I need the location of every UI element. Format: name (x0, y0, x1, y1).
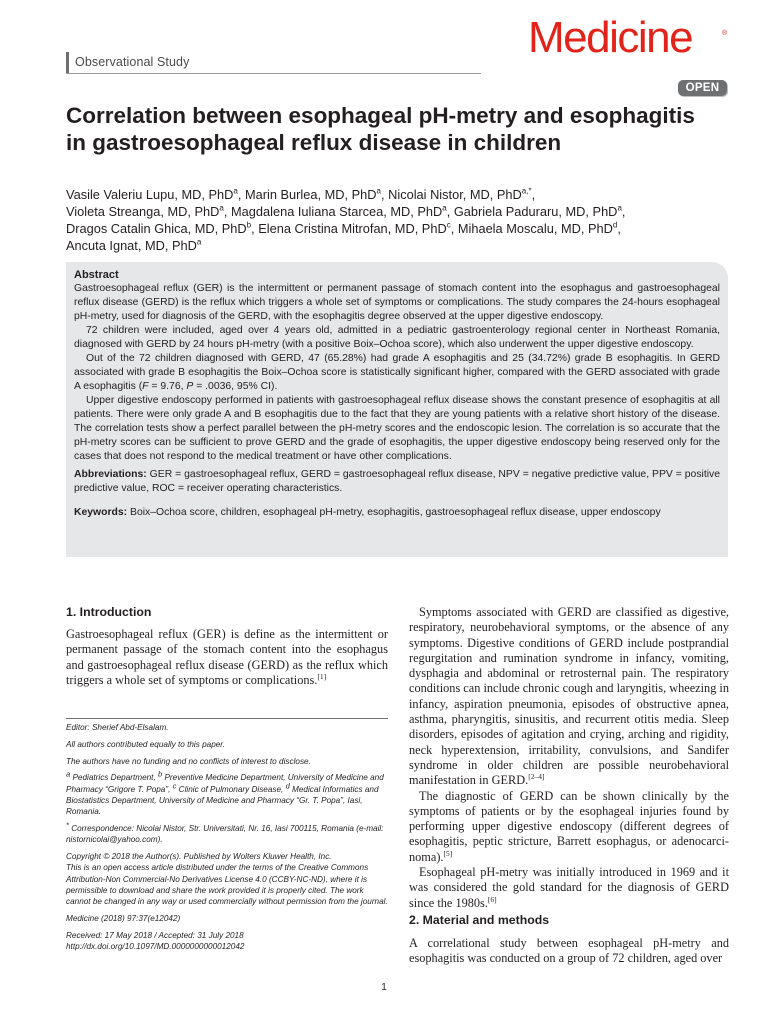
methods-paragraph: A correlational study between esophageal pH-metry and esophagitis was conducted on a group of 72 children, aged over (409, 936, 729, 966)
footnote-funding: The authors have no funding and no conflicts of interest to disclose. (66, 756, 311, 766)
registered-mark: ® (722, 30, 728, 37)
author: Magdalena Iuliana Starcea, MD, PhD$^a$, (231, 203, 454, 219)
author: Mihaela Moscalu, MD, PhD$^d$, (457, 220, 621, 236)
keywords: Keywords: Boix–Ochoa score, children, esophageal pH-metry, esophagitis, gastroesophageal reflux disease, upper endoscopy (74, 507, 661, 518)
author: Ancuta Ignat, MD, PhD$^a$ (66, 237, 202, 253)
footnotes (66, 722, 388, 958)
page-number: 1 (381, 982, 387, 993)
footnote-copyright: Copyright © 2018 the Author(s). Published by Wolters Kluwer Health, Inc. (66, 852, 332, 862)
abstract-paragraph: Gastroesophageal reflux (GER) is the intermittent or permanent passage of stomach content into the esophagus and gastroesophageal reflux disease (GERD) is the reflux which triggers a whole set of symptoms or complications. The study compares the 24-hours esophageal pH-metry, used for diagnosis of the GERD, with the esophagitis degree observed at the upper digestive endoscopy. (74, 283, 720, 322)
abbreviations: Abbreviations: GER = gastroesophageal reflux, GERD = gastroesophageal reflux disease, NPV = negative predictive value, PPV = positive predictive value, ROC = receiver operating characteristics. (74, 469, 720, 494)
author-list (66, 186, 726, 254)
open-access-badge: OPEN (678, 80, 727, 96)
footnote-license: This is an open access article distributed under the terms of the Creative Commons Attribution-Non Commercial-No Derivatives License 4.0 (CCBY-NC-ND), where it is permissible to download and share the work provided it is properly cited. The work cannot be changed in any way or used commercially without permission from the journal. (66, 863, 388, 907)
abstract-heading: Abstract (74, 269, 119, 281)
section-heading-methods: 2. Material and methods (409, 913, 550, 927)
abstract-paragraph: Upper digestive endoscopy performed in patients with gastroesophageal reflux disease shows the constant presence of esophagitis at all patients. There were only grade A and B esophagitis due to the fact that they are young patients with a relative short history of the disease. The correlation tests show a perfect parallel between the pH-metry scores and the endoscopic lesion. The correlation is so accurate that the pH-metry scores can be sufficient to prove GERD and the grade of esophagitis, the upper digestive endoscopy being reserved only for the cases that does not respond to the medical treatment or have other complications. (74, 395, 720, 462)
footnote-affiliations: $^a$ Pediatrics Department, $^b$ Preventive Medicine Department, University of Medicine and Pharmacy “Grigore T. Popa”, $^c$ Clinic of Pulmonary Disease, $^d$ Medical Informatics and Biostatistics Department, University of Medicine and Pharmacy “Gr. T. Popa”, Iasi, Romania. (66, 769, 384, 817)
footnote-correspondence: * Correspondence: Nicolai Nistor, Str. Universitati, Nr. 16, Iasi 700115, Romania (e-mail: nistornicolai@yahoo.com). (66, 820, 384, 845)
author: Dragos Catalin Ghica, MD, PhD$^b$, (66, 220, 259, 236)
footnote-citation: Medicine (2018) 97:37(e12042) (66, 914, 181, 924)
footnote-received: Received: 17 May 2018 / Accepted: 31 July 2018 (66, 930, 244, 940)
author: Marin Burlea, MD, PhD$^a$, (244, 186, 389, 202)
journal-logo: Medicine (528, 13, 693, 62)
author: Gabriela Paduraru, MD, PhD$^a$, (453, 203, 626, 219)
footnote-equal: All authors contributed equally to this paper. (66, 739, 225, 749)
body-paragraph: The diagnostic of GERD can be shown clinically by the symptoms of patients or by the esophageal injuries found by performing upper digestive endoscopy (different degrees of esophagitis, peptic stricture, Barrett esophagus, or adenocarci-noma).[5] (409, 788, 729, 864)
article-title: Correlation between esophageal pH-metry and esophagitis in gastroesophageal reflux disease in children (66, 103, 695, 155)
section-heading-introduction: 1. Introduction (66, 605, 152, 619)
body-paragraph: Symptoms associated with GERD are classified as digestive, respiratory, neurobehavioral symptoms, or the absence of any symptoms. Digestive conditions of GERD include postprandial regurgitation and rumination syndrome in infancy, vomiting, dysphagia and abdominal or retrosternal pain. The respiratory conditions can include chronic cough and laryngitis, wheezing in infancy, aspiration pneumonia, episodes of obstructive apnea, asthma, pharyngitis, sinusitis, and recurrent otitis media. Sleep disorders, episodes of agitation and crying, arching and rigidity, neck hyperextension, irritability, convulsions, and Sandifer syndrome in older children are possible neurobehavioral manifestation in GERD.[2–4] (409, 605, 729, 788)
footnote-editor: Editor: Sherief Abd-Elsalam. (66, 723, 169, 732)
section-label: Observational Study (75, 55, 190, 69)
right-column (409, 605, 729, 911)
header-rule (66, 73, 481, 74)
author: Violeta Streanga, MD, PhD$^a$, (66, 203, 231, 219)
author: Nicolai Nistor, MD, PhD$^{a,*}$, (388, 186, 536, 202)
body-paragraph: Esophageal pH-metry was initially introduced in 1969 and it was considered the gold standard for the diagnosis of GERD since the 1980s.[6] (409, 865, 729, 910)
author: Elena Cristina Mitrofan, MD, PhD$^c$, (258, 220, 458, 236)
footnote-doi[interactable]: http://dx.doi.org/10.1097/MD.0000000000012042 (66, 942, 245, 952)
footnote-rule (66, 718, 388, 719)
abstract-paragraph: 72 children were included, aged over 4 years old, admitted in a pediatric gastroenterology regional center in Northeast Romania, diagnosed with GERD by 24 hours pH-metry (with a positive Boix–Ochoa score), which also underwent the upper digestive endoscopy. (74, 325, 720, 350)
abstract (74, 268, 720, 520)
author: Vasile Valeriu Lupu, MD, PhD$^a$, (66, 186, 245, 202)
introduction-paragraph: Gastroesophageal reflux (GER) is define as the intermittent or permanent passage of the stomach content into the esophagus and gastroesophageal reflux disease (GERD) as the reflux which triggers a whole set of symptoms or complications.[1] (66, 627, 388, 687)
section-marker (66, 52, 69, 73)
abstract-paragraph: Out of the 72 children diagnosed with GERD, 47 (65.28%) had grade A esophagitis and 25 (34.72%) grade B esophagitis. In GERD associated with grade B esophagitis the Boix–Ochoa score is statistically significant higher, compared with the GERD associated with grade A esophagitis (F = 9.76, P = .0036, 95% CI). (74, 353, 720, 392)
